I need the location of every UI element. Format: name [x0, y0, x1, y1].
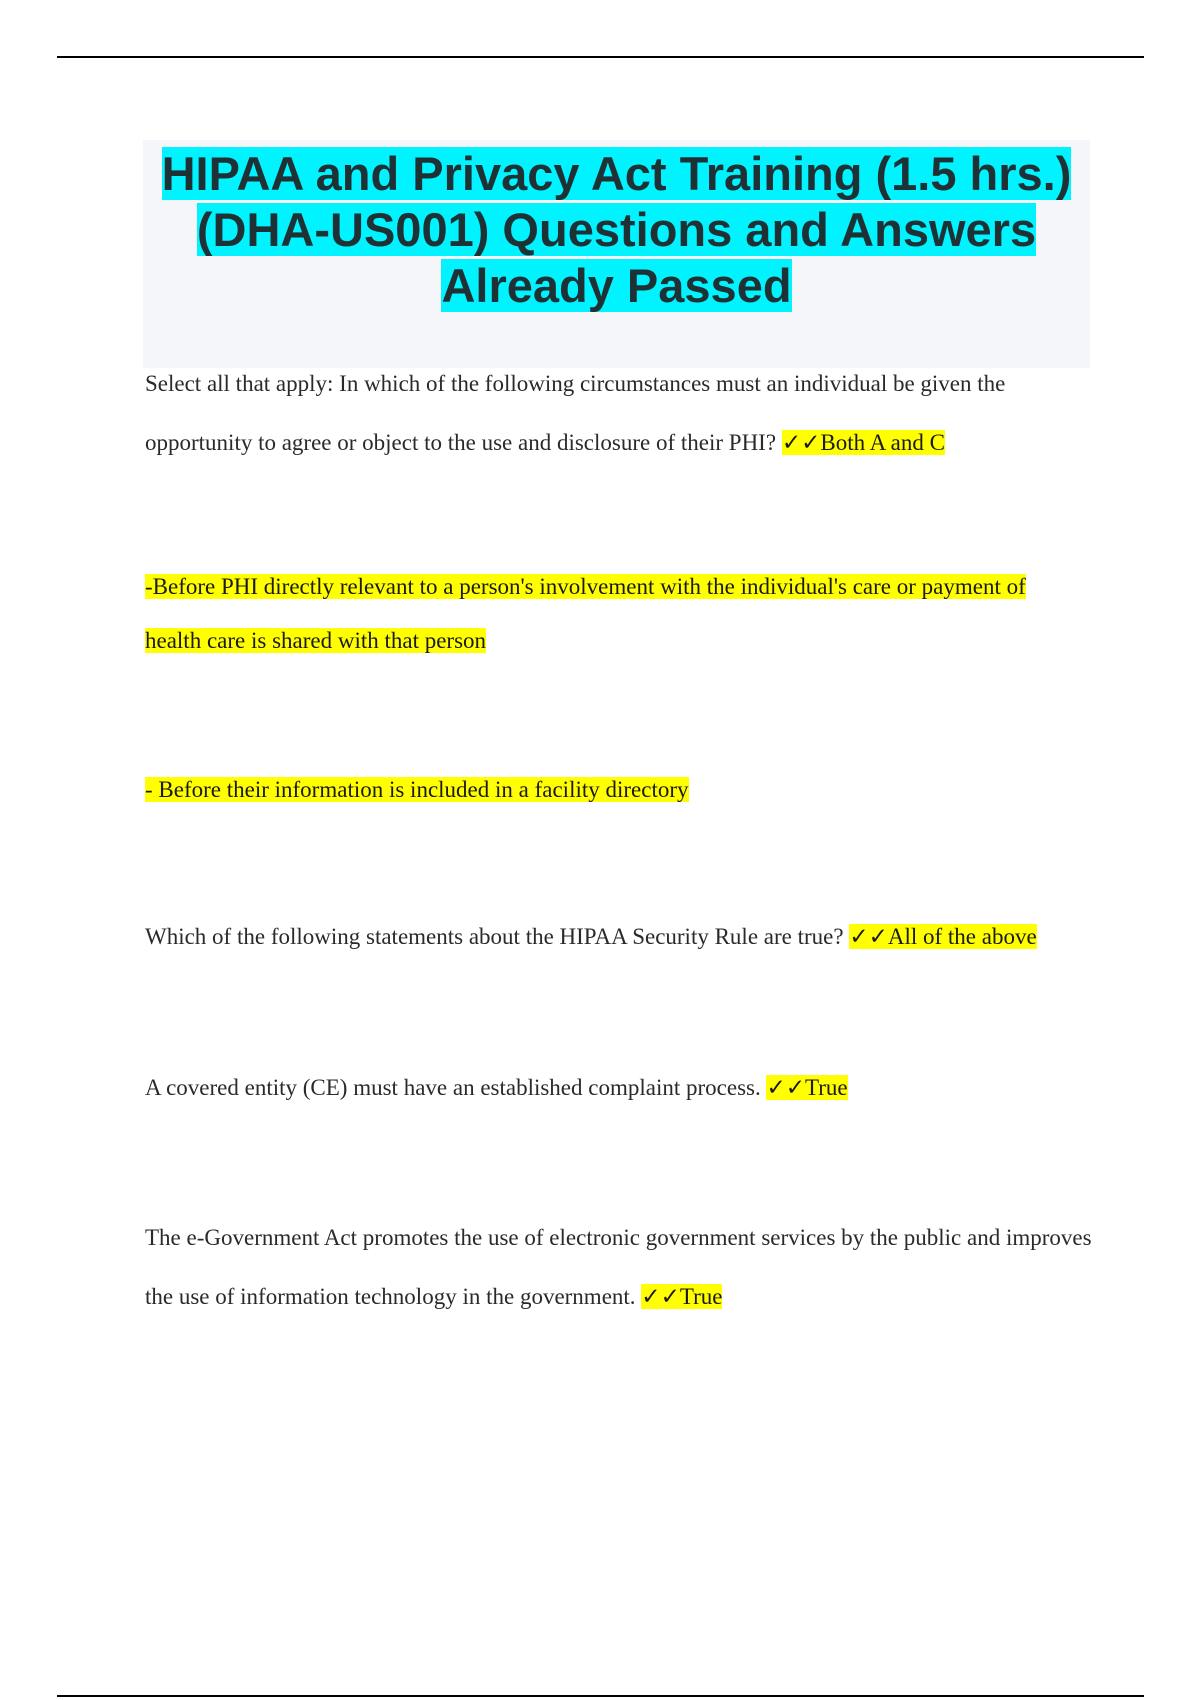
document-title: [143, 140, 1090, 314]
question-2: [145, 907, 1095, 966]
question-1-answer: ✓✓Both A and C: [781, 430, 945, 455]
top-rule: [57, 56, 1144, 58]
title-line-3: Already Passed: [441, 259, 792, 312]
question-1-text: Select all that apply: In which of the following circumstances must an individual be given the opportunity to agree or object to the use and disclosure of their PHI?: [145, 371, 1006, 455]
title-line-2: (DHA-US001) Questions and Answers: [196, 203, 1037, 256]
option-c: [145, 760, 1095, 819]
question-4-text: The e-Government Act promotes the use of electronic government services by the public and improves the use of information technology in the government.: [145, 1225, 1092, 1309]
option-a-line-1: -Before PHI directly relevant to a person's involvement with the individual's care or payment of: [145, 574, 1026, 599]
question-3-text: A covered entity (CE) must have an established complaint process.: [145, 1075, 761, 1100]
option-c-text: - Before their information is included in a facility directory: [145, 777, 689, 802]
title-box: [143, 140, 1090, 368]
question-3: [145, 1058, 1095, 1117]
option-a: [145, 560, 1095, 668]
question-2-text: Which of the following statements about the HIPAA Security Rule are true?: [145, 924, 844, 949]
question-1: [145, 354, 1095, 472]
option-a-line-2: health care is shared with that person: [145, 628, 487, 653]
question-2-answer: ✓✓All of the above: [849, 924, 1037, 949]
question-3-answer: ✓✓True: [766, 1075, 848, 1100]
question-4-answer: ✓✓True: [641, 1284, 723, 1309]
bottom-rule: [57, 1695, 1144, 1697]
title-line-1: HIPAA and Privacy Act Training (1.5 hrs.): [161, 147, 1072, 200]
question-4: [145, 1208, 1095, 1326]
